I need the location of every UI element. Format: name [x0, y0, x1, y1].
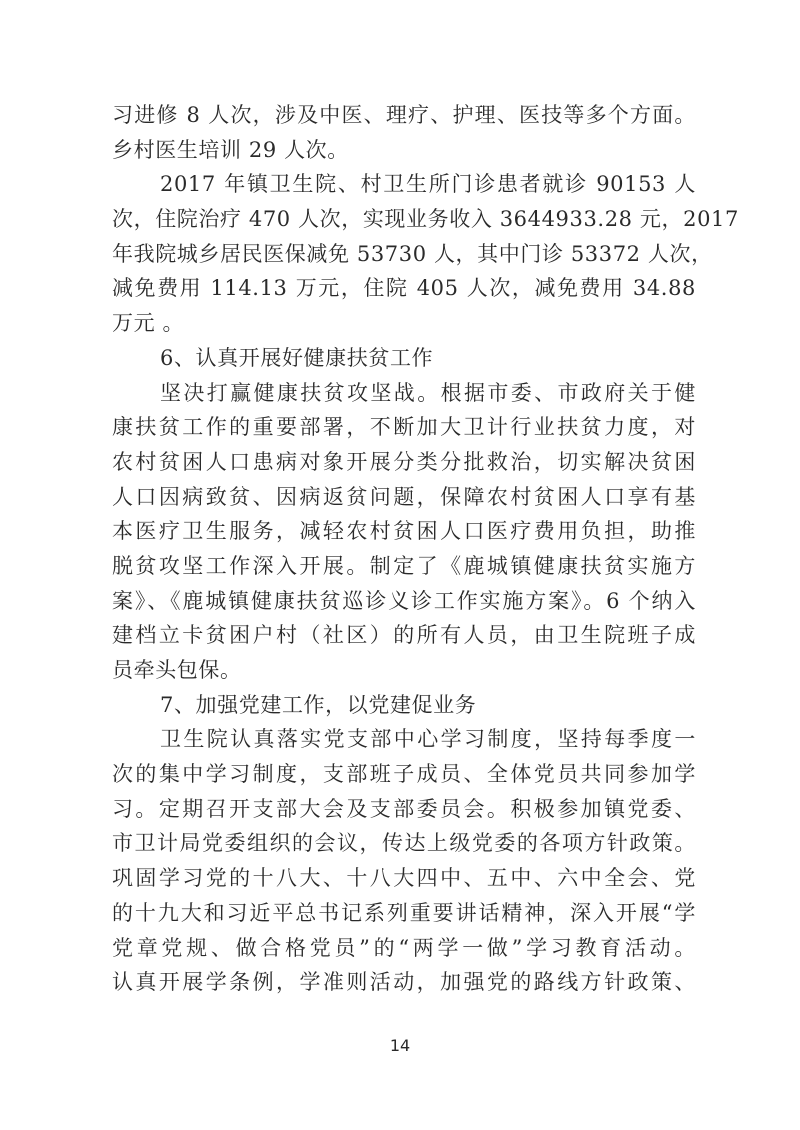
text-line: 年我院城乡居民医保减免 53730 人，其中门诊 53372 人次， [112, 241, 713, 266]
text-line: 员牵头包保。 [112, 658, 242, 682]
text-line: 建档立卡贫困户村（社区）的所有人员，由卫生院班子成 [112, 623, 696, 648]
text-line: 万元 。 [112, 311, 185, 336]
text-line: 党章党规、做合格党员”的“两学一做”学习教育活动。 [112, 935, 696, 960]
text-line: 减免费用 114.13 万元，住院 405 人次，减免费用 34.88 [112, 276, 696, 301]
text-line: 的十九大和习近平总书记系列重要讲话精神，深入开展“学 [112, 900, 696, 925]
text-line: 乡村医生培训 29 人次。 [112, 137, 349, 162]
paragraph-start-line: 卫生院认真落实党支部中心学习制度，坚持每季度一 [160, 727, 696, 752]
page-number: 14 [389, 1036, 411, 1055]
text-line: 案》、《鹿城镇健康扶贫巡诊义诊工作实施方案》。6 个纳入 [112, 588, 696, 613]
paragraph-start-line: 坚决打赢健康扶贫攻坚战。根据市委、市政府关于健 [160, 380, 696, 405]
text-line: 康扶贫工作的重要部署，不断加大卫计行业扶贫力度，对 [112, 415, 696, 440]
text-line: 脱贫攻坚工作深入开展。制定了《鹿城镇健康扶贫实施方 [112, 553, 696, 578]
paragraph-start-line: 2017 年镇卫生院、村卫生所门诊患者就诊 90153 人 [160, 172, 696, 197]
body-text [112, 98, 739, 1000]
section-heading: 7、加强党建工作，以党建促业务 [160, 692, 477, 717]
text-line: 次，住院治疗 470 人次，实现业务收入 3644933.28 元，2017 [112, 207, 739, 232]
text-line: 次的集中学习制度，支部班子成员、全体党员共同参加学 [112, 762, 696, 787]
section-heading: 6、认真开展好健康扶贫工作 [160, 345, 434, 370]
text-line: 习进修 8 人次，涉及中医、理疗、护理、医技等多个方面。 [112, 103, 696, 127]
text-line: 本医疗卫生服务，减轻农村贫困人口医疗费用负担，助推 [112, 519, 696, 544]
text-line: 农村贫困人口患病对象开展分类分批救治，切实解决贫困 [112, 449, 696, 474]
text-line: 巩固学习党的十八大、十八大四中、五中、六中全会、党 [112, 866, 696, 891]
text-line: 人口因病致贫、因病返贫问题，保障农村贫困人口享有基 [112, 484, 696, 509]
text-line: 市卫计局党委组织的会议，传达上级党委的各项方针政策。 [112, 831, 696, 856]
text-line: 认真开展学条例，学准则活动，加强党的路线方针政策、 [112, 970, 696, 995]
text-line: 习。定期召开支部大会及支部委员会。积极参加镇党委、 [112, 796, 696, 821]
